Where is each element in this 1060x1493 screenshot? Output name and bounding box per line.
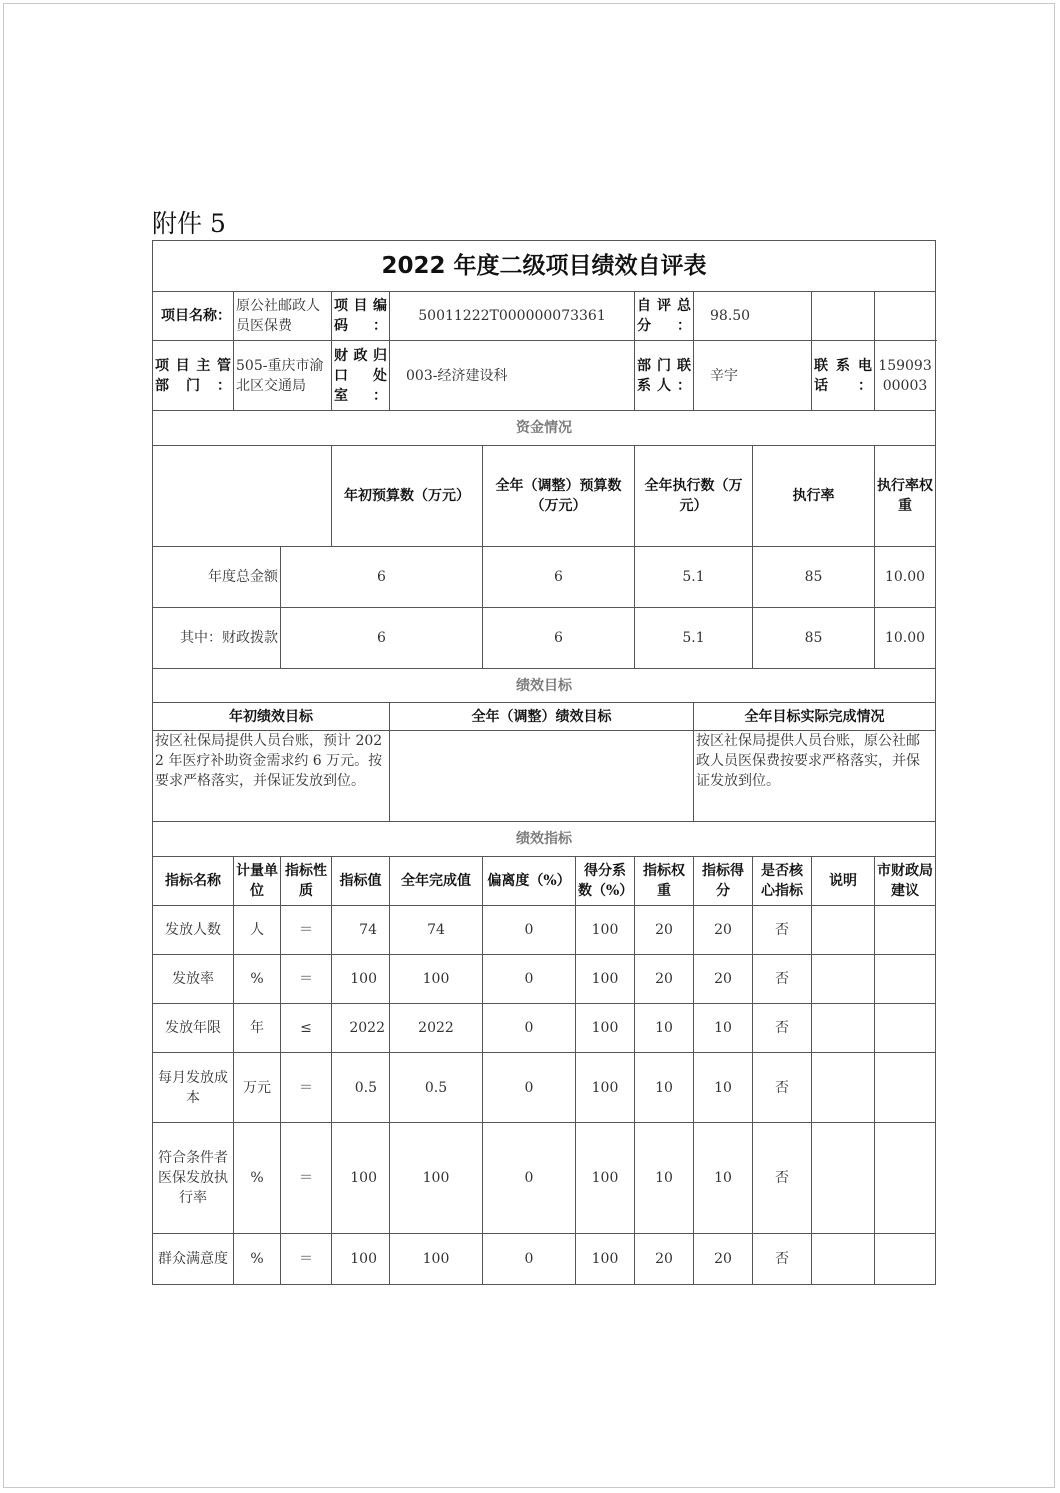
- indicator-target: 100: [332, 955, 390, 1004]
- indicator-header-unit: 计量单位: [234, 857, 281, 906]
- indicator-weight: 10: [635, 1004, 694, 1053]
- indicator-target: 100: [332, 1123, 390, 1234]
- funds-adjusted: 6: [483, 608, 635, 669]
- indicator-core: 否: [753, 906, 812, 955]
- funds-executed: 5.1: [635, 608, 753, 669]
- finance-dept-label: 财 政 归口 处室：: [332, 341, 390, 411]
- indicator-header-coef: 得分系数（%）: [576, 857, 635, 906]
- funds-header-executed: 全年执行数（万元）: [635, 446, 753, 547]
- indicator-row: [153, 1053, 936, 1123]
- form-title: 2022 年度二级项目绩效自评表: [153, 241, 936, 292]
- funds-corner-cell: [153, 446, 332, 547]
- contact: 辛宇: [694, 341, 812, 411]
- funds-weight: 10.00: [875, 547, 936, 608]
- indicator-name: 发放人数: [153, 906, 234, 955]
- funds-initial: 6: [281, 547, 483, 608]
- goals-header-actual: 全年目标实际完成情况: [694, 703, 936, 731]
- indicator-weight: 20: [635, 955, 694, 1004]
- indicator-note: [812, 955, 875, 1004]
- indicator-core: 否: [753, 1234, 812, 1285]
- indicator-advice: [875, 1234, 936, 1285]
- indicator-row: [153, 906, 936, 955]
- indicator-actual: 100: [390, 1234, 483, 1285]
- indicator-unit: %: [234, 955, 281, 1004]
- indicator-coef: 100: [576, 1053, 635, 1123]
- indicator-name: 每月发放成本: [153, 1053, 234, 1123]
- project-code-label: 项 目 编码：: [332, 292, 390, 341]
- indicator-deviation: 0: [483, 1004, 576, 1053]
- indicator-header-score: 指标得分: [694, 857, 753, 906]
- funds-header-weight: 执行率权重: [875, 446, 936, 547]
- indicator-unit: %: [234, 1234, 281, 1285]
- indicator-nature: ＝: [281, 955, 332, 1004]
- indicator-row: [153, 1234, 936, 1285]
- funds-section-header: 资金情况: [153, 411, 936, 446]
- indicator-note: [812, 1053, 875, 1123]
- indicator-deviation: 0: [483, 1234, 576, 1285]
- funds-header-rate: 执行率: [753, 446, 875, 547]
- indicator-coef: 100: [576, 955, 635, 1004]
- indicator-target: 100: [332, 1234, 390, 1285]
- indicator-coef: 100: [576, 1004, 635, 1053]
- self-score: 98.50: [694, 292, 812, 341]
- indicator-row: [153, 955, 936, 1004]
- indicator-unit: %: [234, 1123, 281, 1234]
- indicator-actual: 0.5: [390, 1053, 483, 1123]
- indicator-header-name: 指标名称: [153, 857, 234, 906]
- goals-header-adjusted: 全年（调整）绩效目标: [390, 703, 694, 731]
- indicator-header-target: 指标值: [332, 857, 390, 906]
- attachment-label: 附件 5: [152, 209, 226, 238]
- goals-actual-text: 按区社保局提供人员台账，原公社邮政人员医保费按要求严格落实，并保证发放到位。: [694, 731, 936, 822]
- indicator-advice: [875, 955, 936, 1004]
- dept: 505-重庆市渝北区交通局: [234, 341, 332, 411]
- funds-weight: 10.00: [875, 608, 936, 669]
- project-name-label: 项目名称：: [153, 292, 234, 341]
- indicator-name: 发放年限: [153, 1004, 234, 1053]
- indicator-header-weight: 指标权重: [635, 857, 694, 906]
- self-score-label: 自 评 总分：: [635, 292, 694, 341]
- indicator-score: 10: [694, 1123, 753, 1234]
- indicator-note: [812, 906, 875, 955]
- indicator-advice: [875, 1053, 936, 1123]
- indicator-score: 20: [694, 906, 753, 955]
- indicator-weight: 20: [635, 1234, 694, 1285]
- indicator-header-actual: 全年完成值: [390, 857, 483, 906]
- indicator-coef: 100: [576, 1123, 635, 1234]
- indicator-note: [812, 1234, 875, 1285]
- indicator-score: 20: [694, 1234, 753, 1285]
- indicator-target: 0.5: [332, 1053, 390, 1123]
- indicator-core: 否: [753, 1053, 812, 1123]
- indicators-section-header: 绩效指标: [153, 822, 936, 857]
- project-name: 原公社邮政人员医保费: [234, 292, 332, 341]
- goals-initial-text: 按区社保局提供人员台账，预计 2022 年医疗补助资金需求约 6 万元。按要求严格落实，并保证发放到位。: [153, 731, 390, 822]
- indicator-actual: 74: [390, 906, 483, 955]
- dept-label: 项 目 主 管部门：: [153, 341, 234, 411]
- empty-cell: [812, 292, 875, 341]
- funds-row-label: 年度总金额: [153, 547, 281, 608]
- indicator-name: 群众满意度: [153, 1234, 234, 1285]
- indicator-coef: 100: [576, 1234, 635, 1285]
- goals-header-initial: 年初绩效目标: [153, 703, 390, 731]
- funds-rate: 85: [753, 547, 875, 608]
- indicator-deviation: 0: [483, 1053, 576, 1123]
- indicator-weight: 20: [635, 906, 694, 955]
- phone-label: 联 系 电话：: [812, 341, 875, 411]
- indicator-nature: ＝: [281, 1053, 332, 1123]
- indicator-actual: 100: [390, 955, 483, 1004]
- indicator-core: 否: [753, 1004, 812, 1053]
- indicator-target: 2022: [332, 1004, 390, 1053]
- indicator-deviation: 0: [483, 1123, 576, 1234]
- funds-executed: 5.1: [635, 547, 753, 608]
- funds-adjusted: 6: [483, 547, 635, 608]
- contact-label: 部 门 联系人：: [635, 341, 694, 411]
- indicator-header-advice: 市财政局建议: [875, 857, 936, 906]
- finance-dept: 003-经济建设科: [390, 341, 635, 411]
- indicator-name: 发放率: [153, 955, 234, 1004]
- indicator-header-core: 是否核心指标: [753, 857, 812, 906]
- indicator-note: [812, 1123, 875, 1234]
- funds-row-label: 其中：财政拨款: [153, 608, 281, 669]
- indicator-unit: 人: [234, 906, 281, 955]
- indicator-weight: 10: [635, 1053, 694, 1123]
- funds-header-initial: 年初预算数（万元）: [332, 446, 483, 547]
- indicator-deviation: 0: [483, 955, 576, 1004]
- indicator-nature: ＝: [281, 1123, 332, 1234]
- project-code: 50011222T000000073361: [390, 292, 635, 341]
- self-evaluation-table: [152, 240, 936, 1285]
- indicator-actual: 2022: [390, 1004, 483, 1053]
- indicator-header-deviation: 偏离度（%）: [483, 857, 576, 906]
- indicator-nature: ＝: [281, 906, 332, 955]
- indicator-unit: 万元: [234, 1053, 281, 1123]
- funds-rate: 85: [753, 608, 875, 669]
- indicator-nature: ≤: [281, 1004, 332, 1053]
- indicator-actual: 100: [390, 1123, 483, 1234]
- indicator-weight: 10: [635, 1123, 694, 1234]
- goals-adjusted-text: [390, 731, 694, 822]
- indicator-nature: ＝: [281, 1234, 332, 1285]
- phone: 15909300003: [875, 341, 936, 411]
- indicator-note: [812, 1004, 875, 1053]
- indicator-core: 否: [753, 955, 812, 1004]
- indicator-header-nature: 指标性质: [281, 857, 332, 906]
- indicator-advice: [875, 906, 936, 955]
- funds-header-adjusted: 全年（调整）预算数（万元）: [483, 446, 635, 547]
- empty-cell: [875, 292, 936, 341]
- indicator-advice: [875, 1123, 936, 1234]
- indicator-advice: [875, 1004, 936, 1053]
- indicator-name: 符合条件者医保发放执行率: [153, 1123, 234, 1234]
- indicator-score: 10: [694, 1004, 753, 1053]
- indicator-score: 20: [694, 955, 753, 1004]
- indicator-header-note: 说明: [812, 857, 875, 906]
- indicator-row: [153, 1004, 936, 1053]
- indicator-core: 否: [753, 1123, 812, 1234]
- indicator-unit: 年: [234, 1004, 281, 1053]
- indicator-coef: 100: [576, 906, 635, 955]
- indicator-score: 10: [694, 1053, 753, 1123]
- indicator-deviation: 0: [483, 906, 576, 955]
- goals-section-header: 绩效目标: [153, 669, 936, 703]
- funds-initial: 6: [281, 608, 483, 669]
- indicator-target: 74: [332, 906, 390, 955]
- indicator-row: [153, 1123, 936, 1234]
